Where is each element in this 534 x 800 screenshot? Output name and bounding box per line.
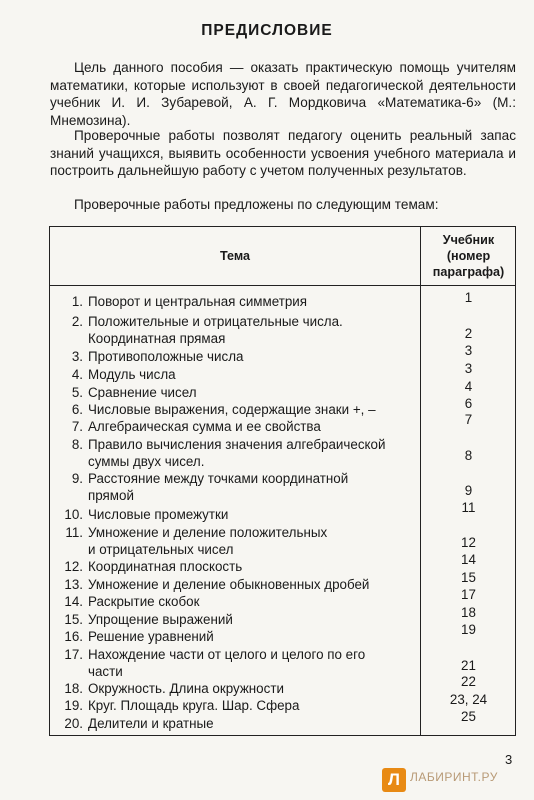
header-book-line2: (номер [446, 249, 491, 263]
header-book-line3: параграфа) [432, 265, 505, 279]
row-number: 17. [64, 647, 83, 662]
paragraph-tests: Проверочные работы позволят педагогу оценить реальный запас знаний учащихся, выявить особенности усвоения учебного материала и построить дальнейшую работу с учетом полученных результатов. [50, 128, 516, 178]
row-number: 18. [64, 681, 83, 696]
row-number: 14. [64, 594, 83, 609]
row-topic: Числовые промежутки [88, 507, 229, 522]
row-topic: Нахождение части от целого и целого по его [88, 647, 366, 662]
row-topic: Делители и кратные [88, 716, 214, 731]
row-paragraph: 3 [464, 361, 473, 376]
row-topic: Правило вычисления значения алгебраической [88, 437, 386, 452]
row-topic: Раскрытие скобок [88, 594, 200, 609]
row-topic: Алгебраическая сумма и ее свойства [88, 419, 321, 434]
row-number: 19. [64, 698, 83, 713]
row-topic: Окружность. Длина окружности [88, 681, 284, 696]
row-number: 12. [64, 559, 83, 574]
row-topic: Числовые выражения, содержащие знаки +, – [88, 402, 376, 417]
row-number: 10. [64, 507, 83, 522]
page-number: 3 [505, 752, 513, 767]
row-topic-continued: суммы двух чисел. [88, 454, 205, 469]
row-number: 3. [71, 349, 83, 364]
row-topic: Координатная плоскость [88, 559, 243, 574]
row-number: 6. [71, 402, 83, 417]
row-topic: Расстояние между точками координатной [88, 471, 349, 486]
row-number: 20. [64, 716, 83, 731]
labirint-logo-icon: Л [382, 768, 406, 792]
row-topic: Противоположные числа [88, 349, 244, 364]
row-paragraph: 2 [464, 326, 473, 341]
row-number: 11. [65, 525, 83, 540]
row-paragraph: 12 [461, 535, 476, 550]
row-number: 13. [64, 577, 83, 592]
paragraph-topics-intro: Проверочные работы предложены по следующим темам: [74, 197, 439, 212]
header-book-line1: Учебник [442, 233, 495, 247]
row-paragraph: 8 [464, 448, 473, 463]
row-number: 4. [71, 367, 83, 382]
row-topic-continued: Координатная прямая [88, 331, 226, 346]
row-paragraph: 15 [461, 570, 476, 585]
row-topic-continued: прямой [88, 488, 134, 503]
table-header-textbook [421, 227, 516, 285]
row-paragraph: 4 [464, 379, 473, 394]
row-topic-continued: части [88, 664, 123, 679]
row-paragraph: 6 [464, 396, 473, 411]
table-header-divider [50, 285, 515, 286]
row-paragraph: 3 [464, 343, 473, 358]
row-topic: Модуль числа [88, 367, 176, 382]
topics-table [49, 226, 516, 736]
row-paragraph: 7 [464, 412, 473, 427]
row-paragraph: 25 [461, 709, 476, 724]
row-paragraph: 19 [461, 622, 476, 637]
row-paragraph: 21 [461, 658, 476, 673]
row-paragraph: 22 [461, 674, 476, 689]
paragraph-purpose: Цель данного пособия — оказать практическую помощь учителям математики, которые используют в своей педагогической деятельности учебник И. И. Зубаревой, А. Г. Мордковича «Математика-6» (М.: Мнемозина). [50, 60, 516, 128]
row-topic: Круг. Площадь круга. Шар. Сфера [88, 698, 300, 713]
row-topic: Положительные и отрицательные числа. [88, 314, 343, 329]
row-number: 7. [71, 419, 83, 434]
row-number: 1. [71, 294, 83, 309]
row-paragraph: 14 [461, 552, 476, 567]
row-paragraph: 17 [461, 587, 476, 602]
row-number: 5. [71, 385, 83, 400]
labirint-logo-text: ЛАБИРИНТ.РУ [410, 770, 498, 784]
row-paragraph: 9 [464, 483, 473, 498]
row-number: 9. [71, 471, 83, 486]
row-topic: Упрощение выражений [88, 612, 233, 627]
row-number: 16. [64, 629, 83, 644]
row-topic: Поворот и центральная симметрия [88, 294, 308, 309]
row-number: 2. [71, 314, 83, 329]
row-paragraph: 18 [461, 605, 476, 620]
row-topic-continued: и отрицательных чисел [88, 542, 234, 557]
row-topic: Умножение и деление положительных [88, 525, 328, 540]
row-number: 15. [64, 612, 83, 627]
row-topic: Сравнение чисел [88, 385, 197, 400]
row-paragraph: 23, 24 [449, 692, 488, 707]
row-paragraph: 1 [464, 290, 473, 305]
row-topic: Решение уравнений [88, 629, 214, 644]
row-paragraph: 11 [461, 500, 476, 515]
row-topic: Умножение и деление обыкновенных дробей [88, 577, 370, 592]
row-number: 8. [71, 437, 83, 452]
page-title: ПРЕДИСЛОВИЕ [201, 22, 333, 39]
table-header-topic: Тема [219, 249, 251, 263]
